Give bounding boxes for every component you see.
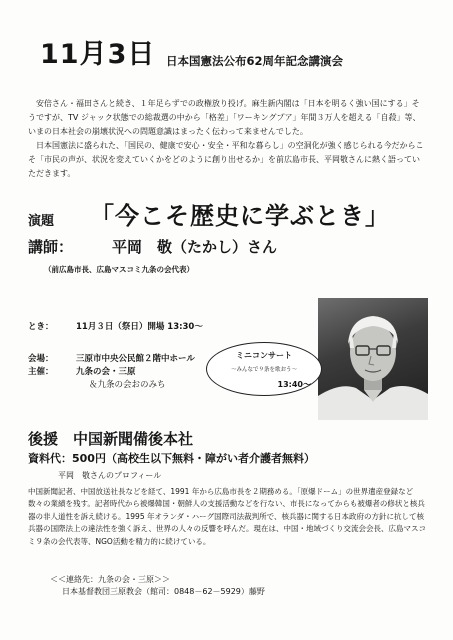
host-row [28, 365, 136, 377]
lecture-theme: 「今こそ歴史に学ぶとき」 [90, 202, 390, 230]
contact-info [50, 574, 265, 598]
mini-concert-bubble [206, 342, 322, 396]
host-value-1: 九条の会・三原 [76, 367, 136, 377]
venue-value: 三原市中央公民館２階中ホール [76, 354, 195, 364]
event-date: 11月3日 [40, 39, 156, 70]
profile-title: 平岡 敬さんのプロフィール [58, 471, 162, 480]
lecturer-name: 平岡 敬（たかし）さん [112, 238, 278, 256]
theme-label: 演題 [28, 214, 55, 229]
lecturer-label: 講師： [28, 238, 74, 256]
venue-label: 会場： [28, 354, 54, 364]
profile-text: 中国新聞記者、中国放送社長などを経て、1991 年から広島市長を２期務める。「原爆ドーム」の世界遺産登録など数々の業績を残す。記者時代から被爆韓国・朝鮮人の支援活動などを行ない、市長になってからも被爆者の修状と核兵器の非人道性を訴え続ける。1995 年オランダ・ハーグ国際司法裁判所で、核兵器に関する日本政府の方針に抗して核兵器の国際法上の違法性を強く訴え、世界の人々の反響を呼んだ。現在は、中国・地域づくり交流会会長、広島マスコミ９条の会代表等、NGO活動を精力的に続けている。 [28, 487, 426, 546]
host-label: 主催： [28, 367, 54, 377]
lecturer-affiliation: （前広島市長、広島マスコミ九条の会代表） [44, 265, 194, 274]
contact-line-1: ＜＜連絡先：九条の会・三原＞＞ [50, 575, 170, 584]
contact-line-2: 日本基督教団三原教会（館司：0848－62－5929）藤野 [62, 587, 265, 596]
lecturer-photo [318, 298, 428, 420]
when-label: とき： [28, 322, 54, 332]
host-value-2: ＆九条の会おのみち [89, 380, 166, 390]
sponsor: 後援 中国新聞備後本社 [28, 430, 194, 448]
concert-title: ミニコンサート [236, 351, 292, 360]
concert-time: 13:40～ [277, 380, 311, 389]
intro-paragraph-2: 日本国憲法に盛られた、「国民の、健康で安心・安全・平和な暮らし」の空洞化が強く感じられる今だからこそ「市民の声が、状況を変えていくかをどのように創り出せるか」を前広島市長、平岡敬さんに熱く語っていただきます。 [28, 141, 424, 178]
concert-subtitle: ～みんなで９条を歌おう～ [230, 367, 297, 373]
admission-fee: 資料代：500円（高校生以下無料・障がい者介護者無料） [28, 452, 315, 465]
lecturer-row [28, 236, 277, 257]
intro-paragraph-1: 安倍さん・福田さんと続き、１年足らずでの政権放り投げ。麻生新内閣は「日本を明るく強い国にする」そうですが、TV ジャック状態での総裁選の中から「格差」「ワーキングプア」年間３万人を超える「自殺」等、いまの日本社会の崩壊状況への問題意識はまったく伝わって来ませんでした。 [28, 99, 421, 136]
when-row [28, 320, 203, 332]
when-value: 11月３日（祭日）開場 13:30～ [76, 322, 203, 332]
venue-row [28, 352, 195, 364]
portrait-illustration [318, 298, 428, 420]
intro-text [28, 97, 424, 181]
event-title: 日本国憲法公布62周年記念講演会 [166, 54, 344, 68]
